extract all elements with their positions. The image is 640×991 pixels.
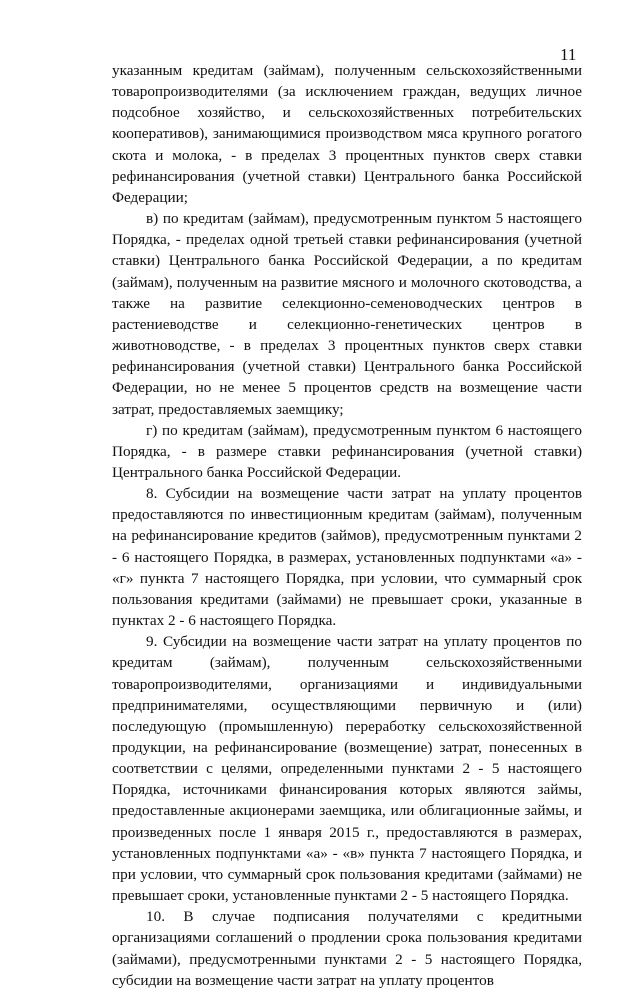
paragraph-subitem-g: г) по кредитам (займам), предусмотренным пунктом 6 настоящего Порядка, - в размере ставки рефинансирования (учетной ставки) Центрального банка Российской Федерации. xyxy=(112,421,582,481)
document-body xyxy=(112,60,582,991)
paragraph-continuation: указанным кредитам (займам), полученным сельскохозяйственными товаропроизводителями (за исключением граждан, ведущих личное подсобное хозяйство, и сельскохозяйственных потребительских кооперативов), занимающимися производством мяса крупного рогатого скота и молока, - в пределах 3 процентных пунктов сверх ставки рефинансирования (учетной ставки) Центрального банка Российской Федерации; xyxy=(112,62,582,206)
paragraph-item-8: 8. Субсидии на возмещение части затрат на уплату процентов предоставляются по инвестиционным кредитам (займам), полученным на рефинансирование кредитов (займов), предусмотренным пунктами 2 - 6 настоящего Порядка, в размерах, установленных подпунктами «а» - «г» пункта 7 настоящего Порядка, при условии, что суммарный срок пользования кредитами (займами) не превышает сроки, указанные в пунктах 2 - 6 настоящего Порядка. xyxy=(112,485,582,630)
paragraph-item-9: 9. Субсидии на возмещение части затрат на уплату процентов по кредитам (займам), полученным сельскохозяйственными товаропроизводителями, организациями и индивидуальными предпринимателями, осуществляющими первичную и (или) последующую (промышленную) переработку сельскохозяйственной продукции, на рефинансирование (возмещение) затрат, понесенных в соответствии с целями, определенными пунктами 2 - 5 настоящего Порядка, источниками финансирования которых являются займы, предоставленные акционерами заемщика, или облигационные займы, и произведенных после 1 января 2015 г., предоставляются в размерах, установленных подпунктами «а» - «в» пункта 7 настоящего Порядка, и при условии, что суммарный срок пользования кредитами (займами) не превышает сроки, установленные пунктами 2 - 5 настоящего Порядка. xyxy=(112,633,582,905)
paragraph-item-10: 10. В случае подписания получателями с кредитными организациями соглашений о продлении срока пользования кредитами (займами), предусмотренными пунктами 2 - 5 настоящего Порядка, субсидии на возмещение части затрат на уплату процентов xyxy=(112,908,582,989)
page-number: 11 xyxy=(560,45,577,64)
paragraph-subitem-v: в) по кредитам (займам), предусмотренным пунктом 5 настоящего Порядка, - пределах одной третьей ставки рефинансирования (учетной ставки) Центрального банка Российской Федерации, а по кредитам (займам), полученным на развитие мясного и молочного скотоводства, а также на развитие селекционно-семеноводческих центров в растениеводстве и селекционно-генетических центров в животноводстве, - в пределах 3 процентных пунктов сверх ставки рефинансирования (учетной ставки) Центрального банка Российской Федерации, но не менее 5 процентов средств на возмещение части затрат, предоставляемых заемщику; xyxy=(112,210,582,418)
